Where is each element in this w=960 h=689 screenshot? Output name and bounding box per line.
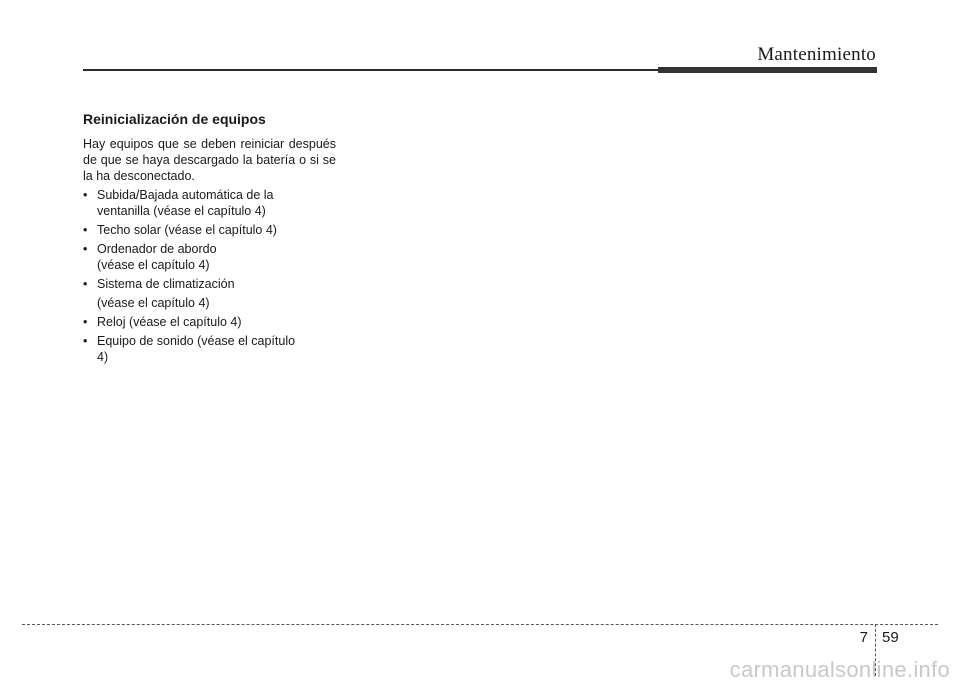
footer-dashed-rule [22,624,938,625]
bullet-icon: • [83,334,88,348]
list-item [83,222,336,238]
section-intro: Hay equipos que se deben reiniciar después de que se haya descargado la batería o si se la ha desconectado. [83,137,336,183]
list-item [83,314,336,330]
section-title: Reinicialización de equipos [83,111,266,127]
section-content [83,110,336,365]
list-item-line: Subida/Bajada automática de la [97,188,274,202]
list-item-line: (véase el capítulo 4) [97,258,210,272]
list-item [83,241,336,273]
list-item-line: ventanilla (véase el capítulo 4) [97,204,266,218]
list-item-line: Techo solar (véase el capítulo 4) [97,223,277,237]
list-item-line: 4) [97,350,109,364]
header-rule-thick [658,67,877,73]
page-number: 59 [882,629,899,646]
bullet-icon: • [83,315,88,329]
list-item [83,333,336,365]
bullet-icon: • [83,277,88,291]
list-item [83,187,336,219]
chapter-title: Mantenimiento [757,44,876,65]
list-item-line: Ordenador de abordo [97,242,217,256]
watermark: carmanualsonline.info [729,657,950,682]
list-item-line: Sistema de climatización [97,277,235,291]
list-item-line: Reloj (véase el capítulo 4) [97,315,242,329]
list-item [83,276,336,311]
bullet-list [83,187,336,365]
bullet-icon: • [83,223,88,237]
list-item-line: (véase el capítulo 4) [97,296,210,310]
bullet-icon: • [83,242,88,256]
list-item-line: Equipo de sonido (véase el capítulo [97,334,296,348]
chapter-number: 7 [859,629,868,646]
bullet-icon: • [83,188,88,202]
header-rule-thin [83,69,663,71]
